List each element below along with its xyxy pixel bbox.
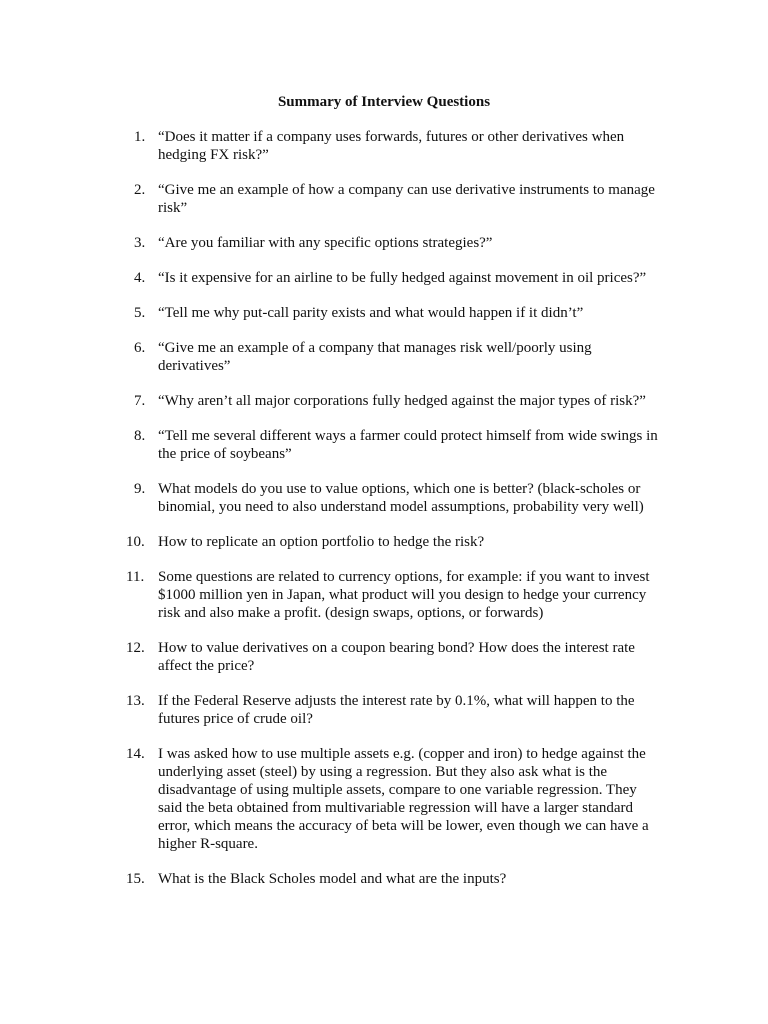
list-item (126, 533, 660, 551)
list-item (130, 181, 660, 217)
list-item-text: How to value derivatives on a coupon bearing bond? How does the interest rate affect the price? (158, 640, 635, 674)
list-item-text: “Tell me several different ways a farmer could protect himself from wide swings in the price of soybeans” (158, 428, 658, 462)
list-item-number: 5. (134, 305, 146, 321)
list-item-text: “Does it matter if a company uses forwards, futures or other derivatives when hedging FX risk?” (158, 129, 625, 163)
list-item (130, 304, 660, 322)
list-item-text: What is the Black Scholes model and what are the inputs? (158, 871, 507, 887)
document-title: Summary of Interview Questions (277, 94, 491, 110)
list-item (126, 745, 660, 853)
list-item-number: 4. (134, 270, 146, 286)
list-item-text: Some questions are related to currency options, for example: if you want to invest $1000 million yen in Japan, what product will you design to hedge your currency risk and also make a profit. (design swaps, options, or forwards) (158, 569, 650, 621)
list-item-text: “Give me an example of a company that manages risk well/poorly using derivatives” (158, 340, 592, 374)
question-list (126, 128, 660, 905)
list-item-number: 3. (134, 235, 146, 251)
list-item-text: “Give me an example of how a company can use derivative instruments to manage risk” (158, 182, 655, 216)
list-item-number: 10. (126, 534, 145, 550)
list-item-number: 7. (134, 393, 146, 409)
list-item (130, 234, 660, 252)
list-item-number: 15. (126, 871, 145, 887)
list-item-number: 13. (126, 693, 145, 709)
list-item-number: 6. (134, 340, 146, 356)
list-item-text: “Are you familiar with any specific options strategies?” (158, 235, 493, 251)
list-item (130, 128, 660, 164)
list-item (130, 480, 660, 516)
list-item-number: 12. (126, 640, 145, 656)
list-item-text: “Is it expensive for an airline to be fully hedged against movement in oil prices?” (158, 270, 647, 286)
list-item-text: What models do you use to value options, which one is better? (black-scholes or binomial, you need to also understand model assumptions, probability very well) (158, 481, 644, 515)
list-item (130, 392, 660, 410)
list-item-text: If the Federal Reserve adjusts the interest rate by 0.1%, what will happen to the futures price of crude oil? (158, 693, 635, 727)
list-item (126, 639, 660, 675)
list-item-text: “Tell me why put-call parity exists and what would happen if it didn’t” (158, 305, 584, 321)
list-item (126, 692, 660, 728)
list-item (130, 269, 660, 287)
list-item-number: 2. (134, 182, 146, 198)
list-item (130, 339, 660, 375)
list-item (130, 427, 660, 463)
list-item-text: How to replicate an option portfolio to hedge the risk? (158, 534, 485, 550)
list-item-number: 14. (126, 746, 145, 762)
list-item-text: I was asked how to use multiple assets e.g. (copper and iron) to hedge against the underlying asset (steel) by using a regression. But they also ask what is the disadvantage of using multiple assets, compare to one variable regression. They said the beta obtained from multivariable regression will have a larger standard error, which means the accuracy of beta will be lower, even though we can have a higher R-square. (158, 746, 649, 852)
list-item-number: 11. (126, 569, 145, 585)
list-item-number: 8. (134, 428, 146, 444)
list-item (126, 568, 660, 622)
list-item-number: 1. (134, 129, 146, 145)
list-item (126, 870, 660, 888)
list-item-number: 9. (134, 481, 146, 497)
list-item-text: “Why aren’t all major corporations fully hedged against the major types of risk?” (158, 393, 646, 409)
